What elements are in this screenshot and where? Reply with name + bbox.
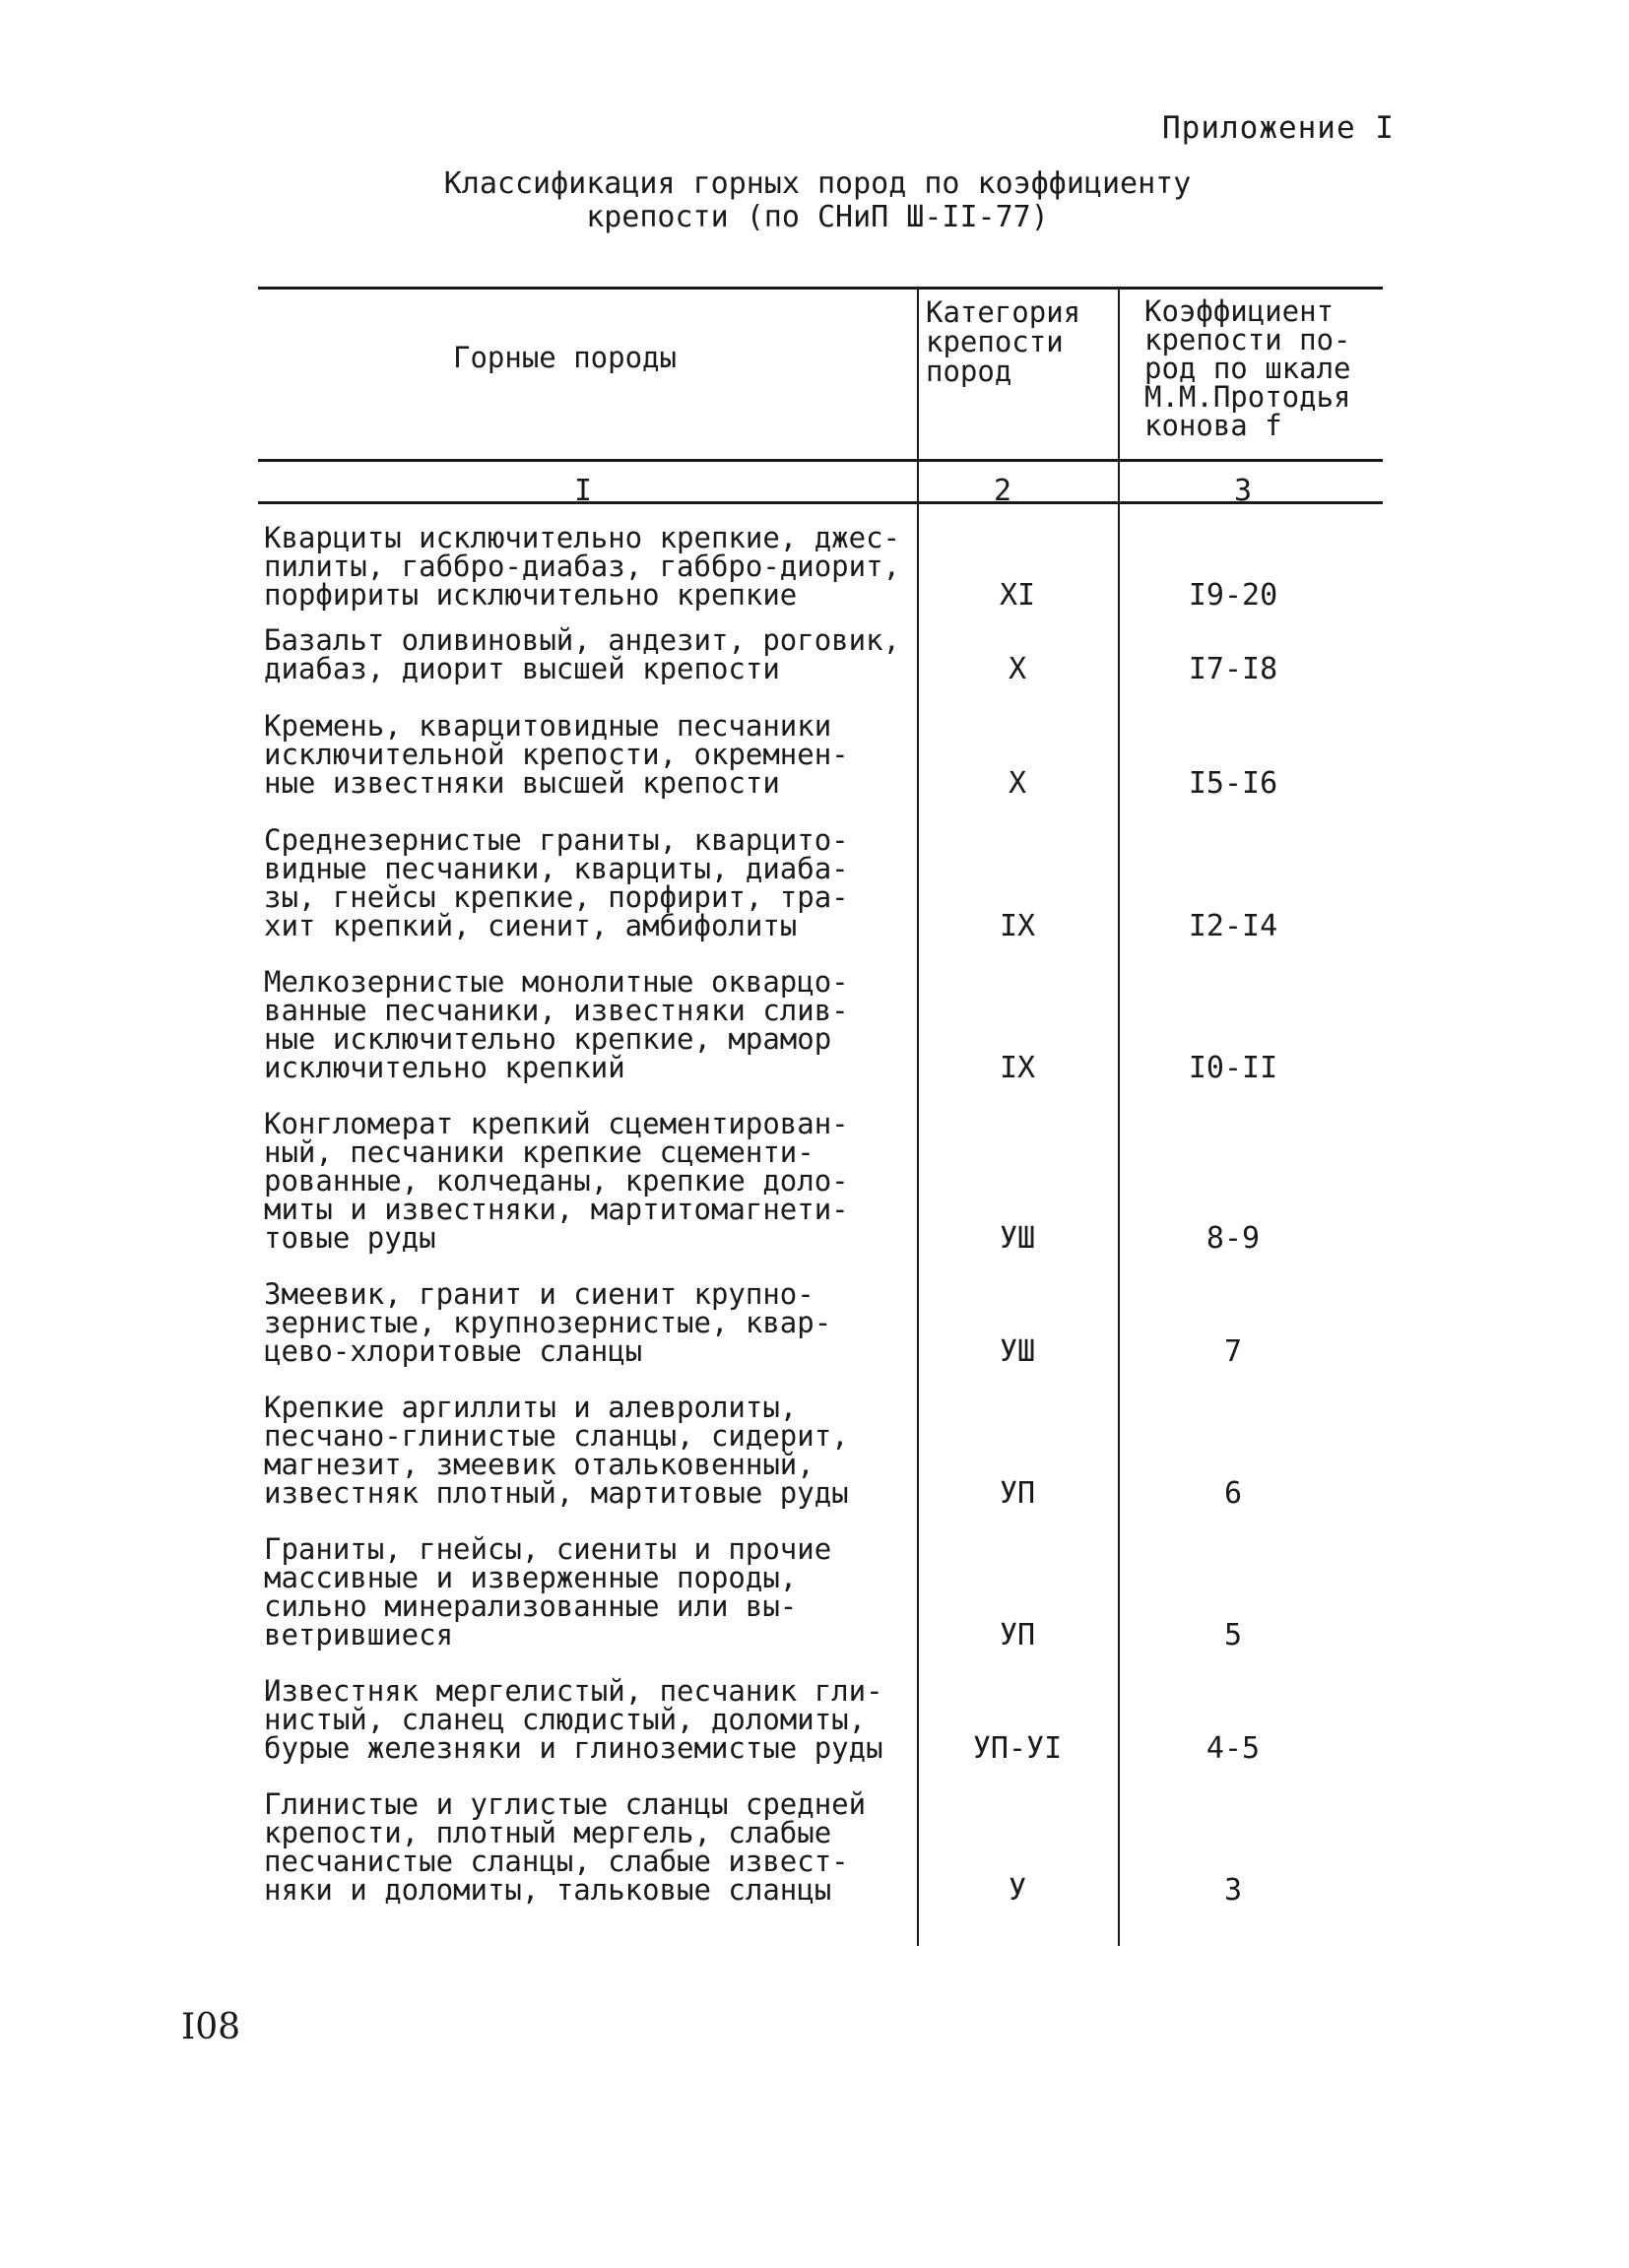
rock-description: Конгломерат крепкий сцементирован- ный, песчаники крепкие сцементи- рованные, колчеданы, крепкие доло- миты и известняки, мартитомагнети- товые руды	[264, 1107, 849, 1255]
strength-coefficient: 7	[1223, 1334, 1243, 1369]
header-category: Категория крепости пород	[926, 295, 1081, 388]
column-number-1: I	[573, 474, 593, 508]
strength-coefficient: 4-5	[1205, 1731, 1261, 1766]
strength-category: УШ	[999, 1221, 1036, 1256]
rock-description: Среднезернистые граниты, кварцито- видные песчаники, кварциты, диаба- зы, гнейсы крепкие, порфирит, тра- хит крепкий, сиенит, амбифолиты	[264, 823, 849, 942]
title-line-1: Классификация горных пород по коэффициенту	[443, 166, 1192, 201]
title-line-2: крепости (по СНиП Ш-II-77)	[586, 200, 1049, 234]
strength-coefficient: I9-20	[1188, 578, 1278, 613]
table-top-rule	[258, 287, 1383, 290]
strength-coefficient: I2-I4	[1188, 909, 1278, 943]
rock-description: Мелкозернистые монолитные окварцо- ванные песчаники, известняки слив- ные исключительно крепкие, мрамор исключительно крепкий	[264, 965, 849, 1084]
column-number-2: 2	[993, 474, 1012, 508]
strength-category: IX	[999, 1051, 1036, 1085]
strength-category: УШ	[999, 1334, 1036, 1369]
strength-coefficient: I5-I6	[1188, 766, 1278, 801]
rock-description: Кремень, кварцитовидные песчаники исключительной крепости, окремнен- ные известняки высшей крепости	[264, 709, 849, 800]
strength-category: XI	[999, 578, 1036, 613]
appendix-label: Приложение I	[1162, 110, 1395, 146]
strength-category: X	[1008, 766, 1027, 801]
strength-category: УП	[999, 1618, 1036, 1652]
col-divider-1	[917, 287, 919, 1946]
rock-description: Змеевик, гранит и сиенит крупно- зернистые, крупнозернистые, квар- цево-хлоритовые сланцы	[264, 1277, 832, 1368]
strength-coefficient: 3	[1223, 1873, 1243, 1908]
col-divider-2	[1118, 287, 1120, 1946]
rock-description: Кварциты исключительно крепкие, джес- пилиты, габбро-диабаз, габбро-диорит, порфириты исключительно крепкие	[264, 521, 901, 612]
strength-coefficient: 6	[1223, 1476, 1243, 1511]
strength-coefficient: I7-I8	[1188, 652, 1278, 686]
strength-category: IX	[999, 909, 1036, 943]
strength-category: X	[1008, 652, 1027, 686]
strength-category: УП	[999, 1476, 1036, 1511]
page-title	[374, 167, 1261, 234]
strength-coefficient: I0-II	[1188, 1051, 1278, 1085]
strength-category: УП-УI	[972, 1731, 1063, 1766]
strength-category: У	[1008, 1873, 1027, 1908]
rock-description: Глинистые и углистые сланцы средней крепости, плотный мергель, слабые песчанистые сланцы, слабые извест- няки и доломиты, тальковые сланцы	[264, 1787, 867, 1907]
rock-description: Граниты, гнейсы, сиениты и прочие массивные и изверженные породы, сильно минерализованные или вы- ветрившиеся	[264, 1532, 832, 1652]
column-number-3: 3	[1233, 474, 1253, 508]
header-rock-types: Горные породы	[453, 341, 677, 374]
rock-description: Базальт оливиновый, андезит, роговик, диабаз, диорит высшей крепости	[264, 623, 901, 685]
strength-coefficient: 5	[1223, 1618, 1243, 1652]
strength-coefficient: 8-9	[1205, 1221, 1261, 1256]
header-coefficient: Коэффициент крепости по- род по шкале М.М.Протодья конова f	[1144, 294, 1351, 442]
table-header-rule	[258, 459, 1383, 462]
page-number: I08	[181, 2007, 241, 2047]
rock-description: Известняк мергелистый, песчаник гли- нистый, сланец слюдистый, доломиты, бурые железняки и глиноземистые руды	[264, 1674, 883, 1765]
rock-description: Крепкие аргиллиты и алевролиты, песчано-глинистые сланцы, сидерит, магнезит, змеевик отальковенный, известняк плотный, мартитовые руды	[264, 1391, 849, 1510]
